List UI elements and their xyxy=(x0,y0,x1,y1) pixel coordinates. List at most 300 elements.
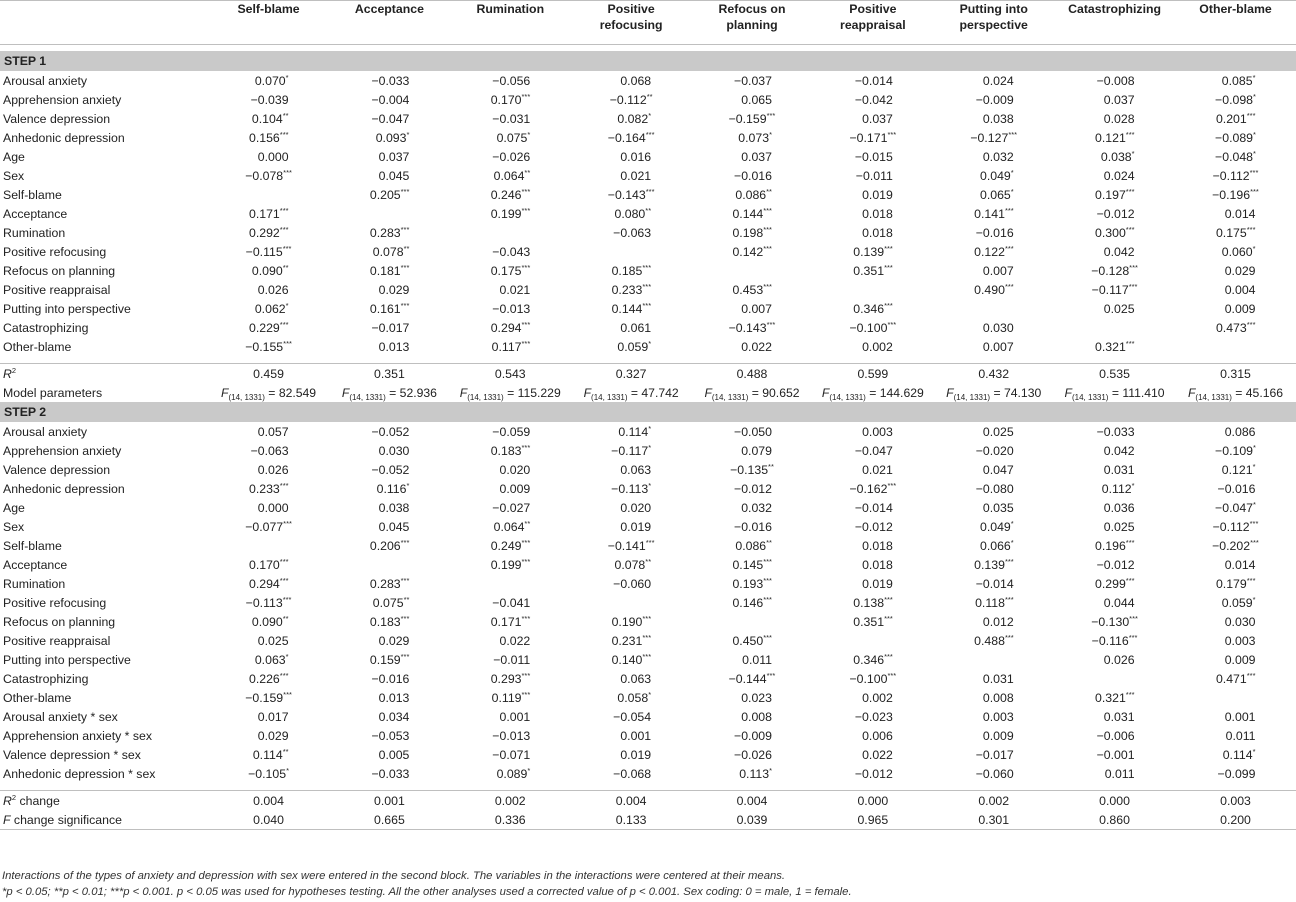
coefficient-cell xyxy=(1175,555,1296,574)
column-header xyxy=(208,1,329,45)
coefficient-value: 0.086 xyxy=(735,538,767,553)
significance-marker: * xyxy=(1010,186,1014,196)
coefficient-value-wrap xyxy=(1095,425,1135,439)
coefficient-value: −0.063 xyxy=(613,225,652,240)
coefficient-value: 0.183 xyxy=(369,614,401,629)
coefficient-cell xyxy=(1175,337,1296,356)
table-row xyxy=(0,631,1296,650)
row-label: Rumination xyxy=(3,225,66,240)
coefficient-value-wrap xyxy=(732,207,772,221)
coefficient-cell xyxy=(208,555,329,574)
coefficient-value-wrap xyxy=(853,691,893,705)
coefficient-cell xyxy=(329,318,450,337)
coefficient-value-wrap xyxy=(1095,112,1135,126)
coefficient-cell xyxy=(1054,726,1175,745)
coefficient-value: 0.321 xyxy=(1095,690,1126,705)
coefficient-value: 0.031 xyxy=(1103,709,1135,724)
coefficient-cell xyxy=(933,337,1054,356)
coefficient-cell xyxy=(329,185,450,204)
coefficient-cell xyxy=(329,764,450,783)
coefficient-value-wrap xyxy=(974,340,1014,354)
coefficient-value: −0.159 xyxy=(245,690,284,705)
table-row xyxy=(0,612,1296,631)
coefficient-cell xyxy=(933,688,1054,707)
coefficient-value-wrap xyxy=(490,634,530,648)
coefficient-value: 0.085 xyxy=(1221,73,1253,88)
coefficient-cell xyxy=(812,707,933,726)
coefficient-value-wrap xyxy=(490,558,530,572)
coefficient-value-wrap xyxy=(611,150,651,164)
coefficient-value-wrap xyxy=(1095,340,1135,354)
coefficient-cell xyxy=(208,261,329,280)
coefficient-value-wrap xyxy=(732,74,772,88)
significance-marker: *** xyxy=(521,91,531,101)
coefficient-value-wrap xyxy=(369,444,409,458)
coefficient-value-wrap xyxy=(853,93,893,107)
coefficient-value: 0.009 xyxy=(499,481,531,496)
significance-marker: *** xyxy=(279,575,289,585)
table-row xyxy=(0,745,1296,764)
row-label: Refocus on planning xyxy=(3,614,116,629)
coefficient-value: −0.112 xyxy=(1212,168,1250,183)
coefficient-value: 0.018 xyxy=(862,557,893,572)
coefficient-value: −0.159 xyxy=(728,111,767,126)
f-value: 82.549 xyxy=(278,385,317,400)
coefficient-value: −0.026 xyxy=(492,149,531,164)
coefficient-cell xyxy=(329,593,450,612)
coefficient-value-wrap xyxy=(490,520,530,534)
coefficient-value-wrap xyxy=(608,131,655,145)
coefficient-value: −0.017 xyxy=(975,747,1014,762)
f-statistic-cell: $F_{(14, 1331)} = 144.629$ xyxy=(821,385,924,402)
coefficient-cell xyxy=(450,185,571,204)
row-label: Putting into perspective xyxy=(3,301,131,316)
coefficient-value-wrap xyxy=(611,653,651,667)
table-row xyxy=(0,166,1296,185)
coefficient-value: 0.093 xyxy=(375,130,407,145)
coefficient-cell xyxy=(692,128,813,147)
column-header-line: Positive xyxy=(607,2,655,16)
coefficient-value: 0.036 xyxy=(1103,500,1135,515)
coefficient-cell xyxy=(1054,318,1175,337)
r-squared-change-value: 0.004 xyxy=(253,793,284,808)
f-statistic-cell: $F_{(14, 1331)} = 45.166$ xyxy=(1187,385,1284,402)
coefficient-value-wrap xyxy=(369,245,409,259)
coefficient-cell xyxy=(812,536,933,555)
coefficient-value-wrap xyxy=(249,207,289,221)
significance-marker: *** xyxy=(521,205,531,215)
coefficient-value-wrap xyxy=(974,207,1014,221)
coefficient-value-wrap xyxy=(611,425,651,439)
coefficient-value-wrap xyxy=(974,444,1014,458)
significance-marker: *** xyxy=(283,167,292,177)
coefficient-value-wrap xyxy=(611,520,651,534)
coefficient-value-wrap xyxy=(1095,207,1135,221)
significance-marker: *** xyxy=(1004,594,1014,604)
coefficient-cell xyxy=(208,764,329,783)
significance-marker: *** xyxy=(887,319,897,329)
coefficient-value-wrap xyxy=(249,710,289,724)
coefficient-value: 0.019 xyxy=(862,576,893,591)
coefficient-cell xyxy=(450,223,571,242)
significance-marker: *** xyxy=(645,186,655,196)
coefficient-value-wrap xyxy=(490,672,530,686)
coefficient-cell xyxy=(812,631,933,650)
coefficient-value-wrap xyxy=(1216,425,1256,439)
coefficient-cell xyxy=(1054,688,1175,707)
coefficient-value: 0.171 xyxy=(249,206,280,221)
coefficient-value: 0.473 xyxy=(1215,320,1247,335)
coefficient-value: 0.037 xyxy=(1103,92,1135,107)
coefficient-cell xyxy=(450,498,571,517)
coefficient-value: −0.016 xyxy=(371,671,410,686)
coefficient-value-wrap xyxy=(1095,93,1135,107)
coefficient-value: −0.014 xyxy=(975,576,1014,591)
coefficient-value: 0.078 xyxy=(372,244,404,259)
coefficient-value-wrap xyxy=(974,226,1014,240)
coefficient-value: 0.079 xyxy=(741,443,772,458)
coefficient-cell xyxy=(1175,204,1296,223)
coefficient-value-wrap xyxy=(610,93,653,107)
coefficient-cell xyxy=(1054,337,1175,356)
coefficient-value-wrap xyxy=(490,302,530,316)
coefficient-value-wrap xyxy=(974,112,1014,126)
significance-marker: *** xyxy=(521,442,531,452)
coefficient-cell xyxy=(208,71,329,90)
coefficient-cell xyxy=(812,593,933,612)
coefficient-cell xyxy=(1054,479,1175,498)
significance-marker: *** xyxy=(1250,186,1259,196)
coefficient-value: 0.183 xyxy=(490,443,522,458)
r-squared-value: 0.315 xyxy=(1220,366,1251,381)
coefficient-value: 0.009 xyxy=(982,728,1014,743)
coefficient-cell xyxy=(571,574,692,593)
r-squared-value: 0.459 xyxy=(253,366,284,381)
coefficient-value: 0.060 xyxy=(1221,244,1253,259)
coefficient-cell xyxy=(1054,166,1175,185)
coefficient-value: −0.033 xyxy=(371,73,410,88)
coefficient-cell xyxy=(1054,223,1175,242)
significance-marker: * xyxy=(527,765,531,775)
significance-marker: * xyxy=(648,689,652,699)
significance-marker: * xyxy=(285,651,289,661)
row-label: Apprehension anxiety xyxy=(3,443,122,458)
coefficient-value-wrap xyxy=(732,444,772,458)
coefficient-value-wrap xyxy=(1215,131,1256,145)
coefficient-cell xyxy=(329,280,450,299)
coefficient-value-wrap xyxy=(1215,501,1256,515)
coefficient-cell xyxy=(1175,631,1296,650)
coefficient-value-wrap xyxy=(732,340,772,354)
coefficient-value-wrap xyxy=(732,245,772,259)
coefficient-value-wrap xyxy=(732,93,772,107)
column-header-line: Acceptance xyxy=(354,2,424,16)
coefficient-cell xyxy=(812,128,933,147)
significance-marker: ** xyxy=(282,746,289,756)
coefficient-cell xyxy=(933,185,1054,204)
coefficient-value: 0.144 xyxy=(732,206,764,221)
coefficient-cell xyxy=(933,498,1054,517)
coefficient-cell xyxy=(1175,498,1296,517)
significance-marker: *** xyxy=(282,243,292,253)
coefficient-value-wrap xyxy=(1216,226,1256,240)
coefficient-cell xyxy=(692,109,813,128)
coefficient-value: −0.017 xyxy=(371,320,410,335)
coefficient-cell xyxy=(812,147,933,166)
column-header-line: Refocus on xyxy=(718,2,786,16)
coefficient-value: −0.047 xyxy=(371,111,410,126)
coefficient-value: 0.199 xyxy=(490,557,522,572)
coefficient-cell xyxy=(933,223,1054,242)
coefficient-cell xyxy=(571,441,692,460)
coefficient-value: 0.229 xyxy=(249,320,280,335)
coefficient-value-wrap xyxy=(974,767,1014,781)
coefficient-value: 0.020 xyxy=(499,462,531,477)
coefficient-cell xyxy=(329,745,450,764)
coefficient-value-wrap xyxy=(1216,463,1256,477)
table-row xyxy=(0,517,1296,536)
coefficient-value-wrap xyxy=(1095,131,1135,145)
coefficient-cell xyxy=(329,147,450,166)
coefficient-value: 0.029 xyxy=(378,282,410,297)
significance-marker: *** xyxy=(642,262,652,272)
coefficient-cell xyxy=(450,441,571,460)
f-change-significance-value: 0.336 xyxy=(450,810,571,830)
table-row xyxy=(0,223,1296,242)
coefficient-cell xyxy=(1054,555,1175,574)
coefficient-value: 0.019 xyxy=(862,187,893,202)
coefficient-value-wrap xyxy=(1095,653,1135,667)
f-degrees-of-freedom: (14, 1331) xyxy=(228,392,265,402)
coefficient-value-wrap xyxy=(732,226,772,240)
coefficient-value-wrap xyxy=(853,302,893,316)
f-change-significance-value: 0.039 xyxy=(692,810,813,830)
coefficient-value-wrap xyxy=(1216,302,1256,316)
step-title: STEP 1 xyxy=(0,51,1296,71)
coefficient-cell xyxy=(208,593,329,612)
significance-marker: ** xyxy=(524,518,531,528)
coefficient-cell xyxy=(812,261,933,280)
coefficient-value: 0.292 xyxy=(249,225,280,240)
coefficient-value: 0.351 xyxy=(853,263,885,278)
row-label: Anhedonic depression * sex xyxy=(3,766,156,781)
coefficient-value-wrap xyxy=(1095,482,1135,496)
coefficient-value-wrap xyxy=(1216,482,1256,496)
coefficient-value-wrap xyxy=(732,577,772,591)
significance-marker: *** xyxy=(521,556,531,566)
column-header-line: Self-blame xyxy=(237,2,300,16)
f-value: 74.130 xyxy=(1003,385,1042,400)
coefficient-cell xyxy=(692,555,813,574)
coefficient-value-wrap xyxy=(490,539,530,553)
table-row xyxy=(0,688,1296,707)
coefficient-cell xyxy=(933,574,1054,593)
coefficient-value-wrap xyxy=(490,150,530,164)
coefficient-value-wrap xyxy=(1091,615,1138,629)
coefficient-value: 0.321 xyxy=(1095,339,1126,354)
coefficient-value: 0.117 xyxy=(491,339,522,354)
significance-marker: *** xyxy=(521,613,531,623)
coefficient-value-wrap xyxy=(1216,710,1256,724)
significance-marker: * xyxy=(648,442,652,452)
significance-marker: * xyxy=(1131,480,1135,490)
coefficient-value-wrap xyxy=(369,131,409,145)
coefficient-value-wrap xyxy=(732,501,772,515)
coefficient-cell xyxy=(329,612,450,631)
coefficient-value-wrap xyxy=(249,558,289,572)
coefficient-value: 0.179 xyxy=(1215,576,1247,591)
coefficient-value: 0.032 xyxy=(982,149,1014,164)
coefficient-value-wrap xyxy=(369,482,409,496)
coefficient-cell xyxy=(208,498,329,517)
coefficient-value: 0.008 xyxy=(741,709,772,724)
coefficient-value-wrap xyxy=(490,444,530,458)
coefficient-value: 0.011 xyxy=(742,652,772,667)
f-value: 115.229 xyxy=(517,385,561,400)
coefficient-value: −0.116 xyxy=(1091,633,1129,648)
coefficient-cell xyxy=(692,422,813,441)
f-change-significance-value: 0.040 xyxy=(208,810,329,830)
coefficient-cell xyxy=(450,650,571,669)
significance-marker: * xyxy=(527,129,531,139)
significance-marker: *** xyxy=(887,129,897,139)
coefficient-value-wrap xyxy=(732,283,772,297)
coefficient-value: −0.113 xyxy=(245,595,283,610)
coefficient-cell xyxy=(571,745,692,764)
coefficient-value-wrap xyxy=(732,188,772,202)
coefficient-cell xyxy=(812,71,933,90)
coefficient-value: −0.016 xyxy=(734,519,772,534)
coefficient-value: 0.294 xyxy=(490,320,522,335)
significance-marker: *** xyxy=(400,613,410,623)
coefficient-value-wrap xyxy=(1095,188,1135,202)
coefficient-cell xyxy=(692,318,813,337)
significance-marker: *** xyxy=(1125,338,1135,348)
table-row xyxy=(0,555,1296,574)
r-squared-letter: R xyxy=(3,366,12,381)
coefficient-cell xyxy=(450,631,571,650)
coefficient-value: 0.037 xyxy=(741,149,772,164)
significance-marker: *** xyxy=(1125,186,1135,196)
significance-marker: *** xyxy=(645,537,655,547)
significance-marker: ** xyxy=(282,613,289,623)
coefficient-value-wrap xyxy=(611,729,651,743)
significance-marker: ** xyxy=(403,243,410,253)
coefficient-cell xyxy=(812,745,933,764)
coefficient-value-wrap xyxy=(369,615,409,629)
coefficient-value: 0.026 xyxy=(1103,652,1135,667)
coefficient-cell xyxy=(812,612,933,631)
coefficient-cell xyxy=(933,280,1054,299)
coefficient-value-wrap xyxy=(490,340,530,354)
coefficient-value: 0.226 xyxy=(249,671,280,686)
coefficient-value-wrap xyxy=(853,501,893,515)
coefficient-cell xyxy=(1054,536,1175,555)
table-row xyxy=(0,90,1296,109)
coefficient-value-wrap xyxy=(490,482,530,496)
significance-marker: ** xyxy=(282,110,289,120)
coefficient-value-wrap xyxy=(853,112,893,126)
coefficient-cell xyxy=(329,669,450,688)
coefficient-cell xyxy=(329,726,450,745)
coefficient-cell xyxy=(208,460,329,479)
row-label: Apprehension anxiety * sex xyxy=(3,728,153,743)
significance-marker: *** xyxy=(1008,129,1018,139)
coefficient-value-wrap xyxy=(249,112,289,126)
coefficient-cell xyxy=(571,166,692,185)
coefficient-cell xyxy=(1175,280,1296,299)
significance-marker: ** xyxy=(524,167,531,177)
coefficient-value-wrap xyxy=(611,321,651,335)
coefficient-cell xyxy=(812,517,933,536)
coefficient-cell xyxy=(450,71,571,90)
coefficient-cell xyxy=(571,261,692,280)
coefficient-value-wrap xyxy=(974,74,1014,88)
significance-marker: *** xyxy=(763,224,772,234)
coefficient-value-wrap xyxy=(974,691,1014,705)
coefficient-value: −0.014 xyxy=(854,500,893,515)
coefficient-value: 0.471 xyxy=(1215,671,1247,686)
coefficient-value: −0.041 xyxy=(492,595,531,610)
coefficient-value: −0.023 xyxy=(854,709,893,724)
coefficient-cell xyxy=(1054,204,1175,223)
coefficient-value-wrap xyxy=(853,710,893,724)
coefficient-value: 0.175 xyxy=(1215,225,1247,240)
significance-marker: *** xyxy=(1250,537,1259,547)
coefficient-value-wrap xyxy=(853,245,893,259)
significance-marker: *** xyxy=(521,186,531,196)
coefficient-value: −0.115 xyxy=(245,244,283,259)
coefficient-cell xyxy=(692,185,813,204)
coefficient-value-wrap xyxy=(974,539,1014,553)
f-statistic-cell: $F_{(14, 1331)} = 52.936$ xyxy=(341,385,437,402)
coefficient-value-wrap xyxy=(974,169,1014,183)
coefficient-value: −0.112 xyxy=(609,92,647,107)
coefficient-value-wrap xyxy=(853,463,893,477)
column-header-line: perspective xyxy=(959,18,1028,32)
coefficient-cell xyxy=(571,498,692,517)
coefficient-value-wrap xyxy=(369,74,409,88)
coefficient-value-wrap xyxy=(611,615,651,629)
coefficient-cell xyxy=(812,498,933,517)
coefficient-value-wrap xyxy=(490,710,530,724)
coefficient-value-wrap xyxy=(369,691,409,705)
coefficient-cell xyxy=(571,109,692,128)
coefficient-value-wrap xyxy=(1095,463,1135,477)
coefficient-value: −0.143 xyxy=(728,320,767,335)
coefficient-value-wrap xyxy=(369,520,409,534)
significance-marker: *** xyxy=(884,243,893,253)
coefficient-value-wrap xyxy=(249,131,289,145)
coefficient-value: 0.032 xyxy=(741,500,772,515)
coefficient-cell xyxy=(692,223,813,242)
coefficient-value: 0.145 xyxy=(732,557,764,572)
coefficient-value: 0.037 xyxy=(862,111,893,126)
coefficient-value-wrap xyxy=(490,131,530,145)
coefficient-value-wrap xyxy=(729,672,776,686)
significance-marker: *** xyxy=(521,537,531,547)
coefficient-value-wrap xyxy=(849,482,896,496)
coefficient-value-wrap xyxy=(249,634,289,648)
coefficient-value: 0.294 xyxy=(249,576,280,591)
coefficient-value: 0.066 xyxy=(980,538,1011,553)
coefficient-cell xyxy=(329,71,450,90)
coefficient-cell xyxy=(450,318,571,337)
row-label: Arousal anxiety xyxy=(3,73,88,88)
significance-marker: * xyxy=(1252,72,1256,82)
f-value: 45.166 xyxy=(1245,385,1284,400)
coefficient-value: 0.063 xyxy=(620,462,652,477)
